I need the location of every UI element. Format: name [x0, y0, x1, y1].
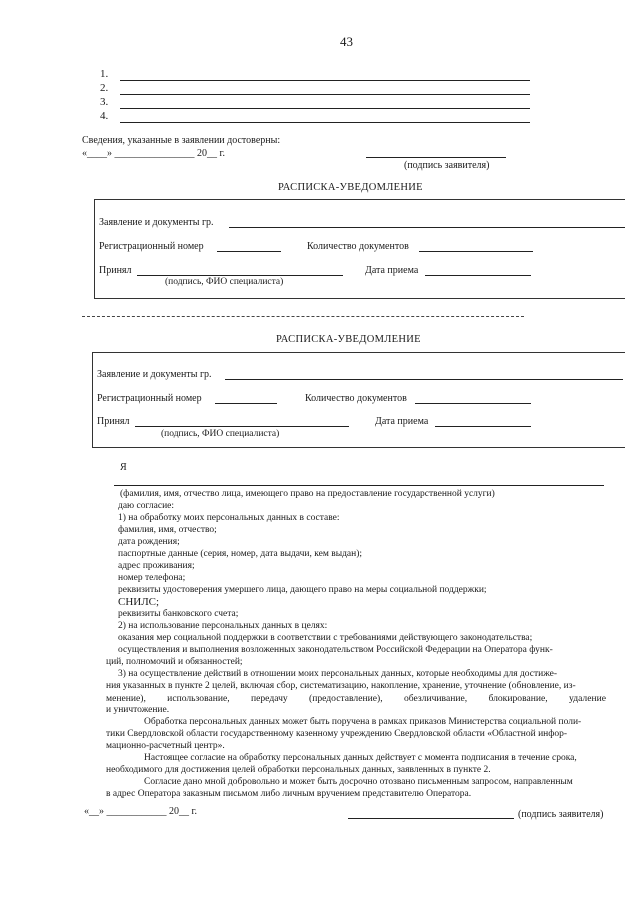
consent-line-7: номер телефона; [118, 573, 186, 583]
consent-para4-line-2: тики Свердловской области государственному казенному учреждению Свердловской области «Областной инфор- [106, 729, 568, 739]
receipt-2-doc-count-label: Количество документов [305, 393, 407, 404]
consent-para4-line-3: мационно-расчетный центр». [106, 741, 225, 751]
list-line-2 [120, 94, 530, 95]
consent-line-4: дата рождения; [118, 537, 180, 547]
list-line-1 [120, 80, 530, 81]
consent-line-14: ций, полномочий и обязанностей; [106, 657, 243, 667]
consent-line-2: 1) на обработку моих персональных данных в составе: [118, 513, 340, 523]
consent-i-label: Я [120, 462, 127, 473]
receipt-2-accepted-caption: (подпись, ФИО специалиста) [161, 429, 280, 439]
list-line-4 [120, 122, 530, 123]
receipt-1-reg-number-label: Регистрационный номер [99, 241, 204, 252]
receipt-1-doc-count-label: Количество документов [307, 241, 409, 252]
consent-line-5: паспортные данные (серия, номер, дата выдачи, кем выдан); [118, 549, 363, 559]
receipt-1-documents-line [229, 227, 625, 228]
consent-signature-line [348, 818, 514, 819]
consent-line-1: даю согласие: [118, 501, 175, 511]
consent-line-8: реквизиты удостоверения умершего лица, дающего право на меры социальной поддержки; [118, 585, 487, 595]
consent-date-line: «__» ____________ 20__ г. [84, 806, 197, 817]
consent-signature-caption: (подпись заявителя) [518, 809, 604, 820]
receipt-2-documents-line [225, 379, 623, 380]
consent-line-6: адрес проживания; [118, 561, 195, 571]
receipt-1-accepted-caption: (подпись, ФИО специалиста) [165, 277, 284, 287]
receipt-1-date-line [425, 275, 531, 276]
list-item-4: 4. [100, 110, 109, 122]
receipt-2-accepted-line [135, 426, 349, 427]
consent-para3-line-4: и уничтожение. [106, 705, 170, 715]
applicant-signature-line [366, 157, 506, 158]
consent-para5-line-2: необходимого для достижения целей обработки персональных данных, заявленных в пункте 2. [106, 765, 491, 775]
receipt-2-box [92, 352, 625, 448]
consent-para3-line-3: менение), использование, передачу (предоставление), обезличивание, блокирование, удаление [106, 693, 606, 704]
consent-para5-line-1: Настоящее согласие на обработку персональных данных действует с момента подписания в течение срока, [144, 753, 577, 763]
applicant-signature-caption: (подпись заявителя) [404, 160, 490, 171]
receipt-1-doc-count-line [419, 251, 533, 252]
consent-line-10: реквизиты банковского счета; [118, 609, 239, 619]
receipt-2-reg-number-line [215, 403, 277, 404]
verified-text: Сведения, указанные в заявлении достоверны: [82, 135, 281, 146]
consent-name-caption: (фамилия, имя, отчество лица, имеющего право на предоставление государственной услуги) [120, 489, 495, 499]
consent-para3-line-2: ния указанных в пункте 2 целей, включая сбор, систематизацию, накопление, хранение, уточнение (обновление, из- [106, 681, 576, 691]
receipt-2-documents-label: Заявление и документы гр. [97, 369, 212, 380]
page-number: 43 [340, 34, 353, 49]
consent-para6-line-2: в адрес Оператора заказным письмом либо личным вручением представителю Оператора. [106, 789, 472, 799]
list-item-2: 2. [100, 82, 109, 94]
consent-para4-line-1: Обработка персональных данных может быть поручена в рамках приказов Министерства социальной поли- [144, 717, 582, 727]
receipt-2-accepted-label: Принял [97, 416, 130, 427]
consent-name-line [114, 485, 604, 486]
list-item-3: 3. [100, 96, 109, 108]
receipt-1-title: РАСПИСКА-УВЕДОМЛЕНИЕ [278, 182, 423, 193]
consent-line-3: фамилия, имя, отчество; [118, 525, 217, 535]
receipt-2-doc-count-line [415, 403, 531, 404]
cut-line [82, 316, 524, 317]
receipt-1-reg-number-line [217, 251, 281, 252]
consent-para3-line-1: 3) на осуществление действий в отношении моих персональных данных, которые необходимы для достиже- [118, 669, 558, 679]
receipt-1-date-label: Дата приема [365, 265, 419, 276]
list-line-3 [120, 108, 530, 109]
receipt-2-title: РАСПИСКА-УВЕДОМЛЕНИЕ [276, 334, 421, 345]
receipt-2-date-line [435, 426, 531, 427]
consent-line-9: СНИЛС; [118, 596, 160, 608]
receipt-2-reg-number-label: Регистрационный номер [97, 393, 202, 404]
receipt-1-box [94, 199, 625, 299]
consent-line-11: 2) на использование персональных данных в целях: [118, 621, 328, 631]
list-item-1: 1. [100, 68, 109, 80]
consent-line-13: осуществления и выполнения возложенных законодательством Российской Федерации на Оператора функ- [118, 645, 553, 655]
consent-line-12: оказания мер социальной поддержки в соответствии с требованиями действующего законодательства; [118, 633, 533, 643]
receipt-1-documents-label: Заявление и документы гр. [99, 217, 214, 228]
consent-para6-line-1: Согласие дано мной добровольно и может быть досрочно отозвано письменным запросом, направленным [144, 777, 573, 787]
receipt-1-accepted-line [137, 275, 343, 276]
receipt-1-accepted-label: Принял [99, 265, 132, 276]
receipt-2-date-label: Дата приема [375, 416, 429, 427]
statement-date-line: «____» ________________ 20__ г. [82, 148, 225, 159]
